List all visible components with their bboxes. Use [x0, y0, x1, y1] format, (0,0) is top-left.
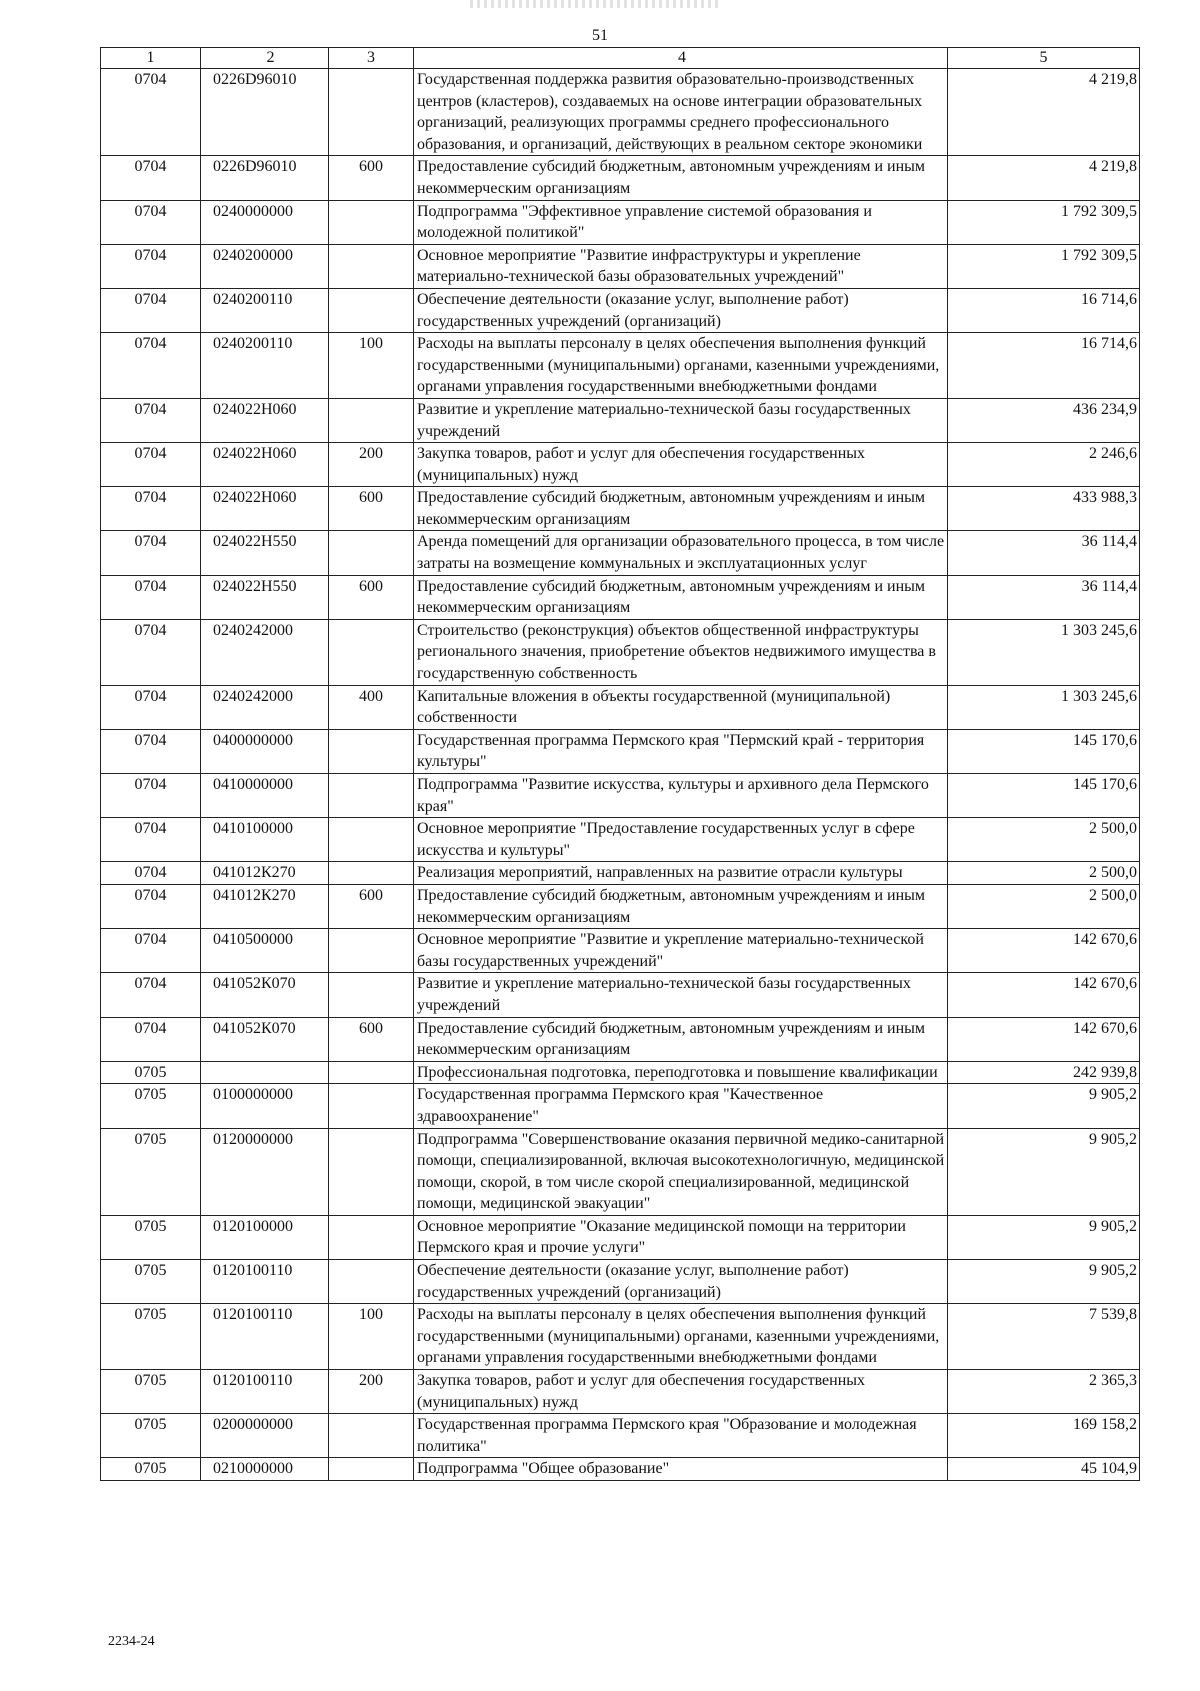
table-row	[101, 487, 1140, 531]
cell-amount: 16 714,6	[948, 288, 1140, 332]
table-row	[101, 1061, 1140, 1084]
cell-target-code: 0210000000	[201, 1458, 329, 1481]
cell-section-code: 0704	[101, 929, 201, 973]
cell-target-code: 0410500000	[201, 929, 329, 973]
cell-target-code: 0226D96010	[201, 69, 329, 156]
cell-expense-type	[329, 1458, 414, 1481]
header-col-2: 2	[201, 48, 329, 69]
cell-expense-type: 600	[329, 575, 414, 619]
table-row	[101, 443, 1140, 487]
cell-expense-type: 600	[329, 487, 414, 531]
cell-amount: 9 905,2	[948, 1084, 1140, 1128]
cell-expense-type	[329, 244, 414, 288]
cell-amount: 142 670,6	[948, 1017, 1140, 1061]
cell-expense-type	[329, 398, 414, 442]
header-col-4: 4	[414, 48, 948, 69]
cell-section-code: 0705	[101, 1084, 201, 1128]
cell-description: Государственная программа Пермского края "Образование и молодежная политика"	[414, 1414, 948, 1458]
cell-section-code: 0704	[101, 619, 201, 685]
cell-target-code: 0120100110	[201, 1304, 329, 1370]
cell-expense-type: 400	[329, 685, 414, 729]
table-row	[101, 1414, 1140, 1458]
cell-expense-type	[329, 69, 414, 156]
table-row	[101, 575, 1140, 619]
header-row	[101, 48, 1140, 69]
cell-section-code: 0704	[101, 818, 201, 862]
cell-expense-type	[329, 200, 414, 244]
page-number: 51	[592, 27, 608, 44]
cell-amount: 9 905,2	[948, 1215, 1140, 1259]
cell-description: Предоставление субсидий бюджетным, автономным учреждениям и иным некоммерческим организациям	[414, 884, 948, 928]
cell-expense-type: 200	[329, 1370, 414, 1414]
cell-description: Подпрограмма "Развитие искусства, культуры и архивного дела Пермского края"	[414, 774, 948, 818]
cell-amount: 169 158,2	[948, 1414, 1140, 1458]
cell-amount: 1 792 309,5	[948, 200, 1140, 244]
budget-table	[100, 47, 1140, 1481]
cell-target-code: 0240242000	[201, 685, 329, 729]
cell-target-code: 0400000000	[201, 729, 329, 773]
cell-section-code: 0705	[101, 1304, 201, 1370]
document-code: 2234-24	[108, 1634, 155, 1649]
cell-section-code: 0704	[101, 774, 201, 818]
cell-target-code: 0100000000	[201, 1084, 329, 1128]
table-row	[101, 1128, 1140, 1215]
cell-amount: 142 670,6	[948, 973, 1140, 1017]
cell-description: Подпрограмма "Эффективное управление системой образования и молодежной политикой"	[414, 200, 948, 244]
cell-expense-type	[329, 774, 414, 818]
cell-amount: 2 246,6	[948, 443, 1140, 487]
cell-expense-type: 100	[329, 333, 414, 399]
cell-section-code: 0704	[101, 531, 201, 575]
table-row	[101, 1215, 1140, 1259]
cell-description: Государственная поддержка развития образовательно-производственных центров (кластеров), создаваемых на основе интеграции образовательных организаций, реализующих программы среднего профессионального образования, и организаций, действующих в реальном секторе экономики	[414, 69, 948, 156]
cell-description: Подпрограмма "Общее образование"	[414, 1458, 948, 1481]
cell-target-code: 0120100110	[201, 1370, 329, 1414]
table-row	[101, 531, 1140, 575]
cell-expense-type	[329, 818, 414, 862]
cell-amount: 433 988,3	[948, 487, 1140, 531]
table-body	[101, 69, 1140, 1481]
cell-section-code: 0705	[101, 1370, 201, 1414]
cell-target-code: 0240200110	[201, 333, 329, 399]
cell-amount: 7 539,8	[948, 1304, 1140, 1370]
cell-expense-type	[329, 973, 414, 1017]
cell-section-code: 0704	[101, 575, 201, 619]
cell-amount: 145 170,6	[948, 729, 1140, 773]
cell-target-code: 0240200110	[201, 288, 329, 332]
table-row	[101, 929, 1140, 973]
cell-description: Основное мероприятие "Развитие и укрепление материально-технической базы государственных учреждений"	[414, 929, 948, 973]
cell-target-code: 024022Н060	[201, 487, 329, 531]
cell-description: Капитальные вложения в объекты государственной (муниципальной) собственности	[414, 685, 948, 729]
cell-section-code: 0705	[101, 1260, 201, 1304]
cell-expense-type	[329, 288, 414, 332]
cell-section-code: 0705	[101, 1128, 201, 1215]
table-row	[101, 774, 1140, 818]
cell-amount: 142 670,6	[948, 929, 1140, 973]
cell-target-code: 0120100000	[201, 1215, 329, 1259]
cell-target-code: 041012К270	[201, 884, 329, 928]
cell-section-code: 0704	[101, 862, 201, 885]
cell-section-code: 0704	[101, 443, 201, 487]
cell-expense-type: 600	[329, 884, 414, 928]
cell-section-code: 0704	[101, 1017, 201, 1061]
table-row	[101, 973, 1140, 1017]
cell-expense-type	[329, 1215, 414, 1259]
cell-amount: 9 905,2	[948, 1260, 1140, 1304]
cell-amount: 45 104,9	[948, 1458, 1140, 1481]
cell-description: Профессиональная подготовка, переподготовка и повышение квалификации	[414, 1061, 948, 1084]
cell-section-code: 0704	[101, 884, 201, 928]
cell-section-code: 0704	[101, 156, 201, 200]
cell-description: Основное мероприятие "Оказание медицинской помощи на территории Пермского края и прочие услуги"	[414, 1215, 948, 1259]
cell-target-code: 0410100000	[201, 818, 329, 862]
cell-expense-type: 600	[329, 156, 414, 200]
cell-amount: 145 170,6	[948, 774, 1140, 818]
cell-expense-type	[329, 1260, 414, 1304]
cell-section-code: 0704	[101, 685, 201, 729]
cell-target-code: 024022Н550	[201, 531, 329, 575]
cell-amount: 1 792 309,5	[948, 244, 1140, 288]
table-row	[101, 619, 1140, 685]
cell-section-code: 0705	[101, 1458, 201, 1481]
cell-expense-type	[329, 1084, 414, 1128]
cell-amount: 2 500,0	[948, 884, 1140, 928]
cell-description: Основное мероприятие "Предоставление государственных услуг в сфере искусства и культуры"	[414, 818, 948, 862]
cell-description: Обеспечение деятельности (оказание услуг, выполнение работ) государственных учреждений (организаций)	[414, 1260, 948, 1304]
cell-target-code: 041052К070	[201, 973, 329, 1017]
table-row	[101, 1260, 1140, 1304]
table-row	[101, 1017, 1140, 1061]
cell-section-code: 0705	[101, 1215, 201, 1259]
cell-section-code: 0704	[101, 333, 201, 399]
cell-section-code: 0704	[101, 729, 201, 773]
cell-description: Основное мероприятие "Развитие инфраструктуры и укрепление материально-технической базы образовательных учреждений"	[414, 244, 948, 288]
cell-amount: 242 939,8	[948, 1061, 1140, 1084]
cell-target-code: 024022Н550	[201, 575, 329, 619]
header-col-5: 5	[948, 48, 1140, 69]
cell-target-code: 0120000000	[201, 1128, 329, 1215]
table-row	[101, 288, 1140, 332]
cell-description: Строительство (реконструкция) объектов общественной инфраструктуры регионального значения, приобретение объектов недвижимого имущества в государственную собственность	[414, 619, 948, 685]
cell-description: Реализация мероприятий, направленных на развитие отрасли культуры	[414, 862, 948, 885]
cell-target-code: 0240200000	[201, 244, 329, 288]
header-col-1: 1	[101, 48, 201, 69]
cell-section-code: 0704	[101, 288, 201, 332]
table-row	[101, 398, 1140, 442]
cell-description: Предоставление субсидий бюджетным, автономным учреждениям и иным некоммерческим организациям	[414, 487, 948, 531]
cell-amount: 36 114,4	[948, 531, 1140, 575]
cell-expense-type	[329, 531, 414, 575]
cell-expense-type	[329, 1414, 414, 1458]
cell-target-code	[201, 1061, 329, 1084]
cell-amount: 436 234,9	[948, 398, 1140, 442]
cell-description: Предоставление субсидий бюджетным, автономным учреждениям и иным некоммерческим организациям	[414, 575, 948, 619]
cell-section-code: 0704	[101, 973, 201, 1017]
cell-target-code: 0120100110	[201, 1260, 329, 1304]
table-row	[101, 729, 1140, 773]
table-row	[101, 1370, 1140, 1414]
table-row	[101, 156, 1140, 200]
table-row	[101, 333, 1140, 399]
cell-target-code: 0200000000	[201, 1414, 329, 1458]
cell-description: Аренда помещений для организации образовательного процесса, в том числе затраты на возмещение коммунальных и эксплуатационных услуг	[414, 531, 948, 575]
scan-artifact	[470, 0, 720, 8]
table-row	[101, 200, 1140, 244]
cell-expense-type: 600	[329, 1017, 414, 1061]
table-row	[101, 884, 1140, 928]
cell-expense-type	[329, 1128, 414, 1215]
cell-amount: 1 303 245,6	[948, 619, 1140, 685]
table-row	[101, 1458, 1140, 1481]
cell-amount: 2 500,0	[948, 862, 1140, 885]
table-row	[101, 1304, 1140, 1370]
cell-description: Закупка товаров, работ и услуг для обеспечения государственных (муниципальных) нужд	[414, 443, 948, 487]
cell-description: Предоставление субсидий бюджетным, автономным учреждениям и иным некоммерческим организациям	[414, 1017, 948, 1061]
cell-target-code: 0240242000	[201, 619, 329, 685]
cell-expense-type	[329, 862, 414, 885]
cell-description: Закупка товаров, работ и услуг для обеспечения государственных (муниципальных) нужд	[414, 1370, 948, 1414]
cell-description: Предоставление субсидий бюджетным, автономным учреждениям и иным некоммерческим организациям	[414, 156, 948, 200]
cell-section-code: 0704	[101, 69, 201, 156]
cell-amount: 16 714,6	[948, 333, 1140, 399]
table-row	[101, 862, 1140, 885]
cell-target-code: 0240000000	[201, 200, 329, 244]
table-row	[101, 1084, 1140, 1128]
table-row	[101, 244, 1140, 288]
cell-target-code: 024022Н060	[201, 443, 329, 487]
cell-description: Подпрограмма "Совершенствование оказания первичной медико-санитарной помощи, специализированной, включая высокотехнологичную, медицинской помощи, скорой, в том числе скорой специализированной, медицинской помощи, медицинской эвакуации"	[414, 1128, 948, 1215]
cell-amount: 4 219,8	[948, 69, 1140, 156]
cell-expense-type: 100	[329, 1304, 414, 1370]
cell-description: Государственная программа Пермского края "Качественное здравоохранение"	[414, 1084, 948, 1128]
cell-expense-type	[329, 929, 414, 973]
table-row	[101, 69, 1140, 156]
cell-description: Государственная программа Пермского края "Пермский край - территория культуры"	[414, 729, 948, 773]
table-row	[101, 685, 1140, 729]
cell-description: Развитие и укрепление материально-технической базы государственных учреждений	[414, 973, 948, 1017]
cell-target-code: 041012К270	[201, 862, 329, 885]
cell-expense-type	[329, 729, 414, 773]
cell-description: Обеспечение деятельности (оказание услуг, выполнение работ) государственных учреждений (организаций)	[414, 288, 948, 332]
cell-section-code: 0705	[101, 1414, 201, 1458]
cell-target-code: 0410000000	[201, 774, 329, 818]
header-col-3: 3	[329, 48, 414, 69]
cell-description: Расходы на выплаты персоналу в целях обеспечения выполнения функций государственными (муниципальными) органами, казенными учреждениями, органами управления государственными внебюджетными фондами	[414, 1304, 948, 1370]
cell-expense-type	[329, 1061, 414, 1084]
table-header	[101, 48, 1140, 69]
cell-amount: 2 500,0	[948, 818, 1140, 862]
cell-expense-type	[329, 619, 414, 685]
cell-section-code: 0704	[101, 244, 201, 288]
cell-amount: 1 303 245,6	[948, 685, 1140, 729]
cell-section-code: 0704	[101, 398, 201, 442]
cell-description: Развитие и укрепление материально-технической базы государственных учреждений	[414, 398, 948, 442]
table-row	[101, 818, 1140, 862]
cell-target-code: 024022Н060	[201, 398, 329, 442]
cell-amount: 36 114,4	[948, 575, 1140, 619]
cell-section-code: 0704	[101, 200, 201, 244]
cell-amount: 9 905,2	[948, 1128, 1140, 1215]
cell-amount: 2 365,3	[948, 1370, 1140, 1414]
cell-expense-type: 200	[329, 443, 414, 487]
cell-section-code: 0705	[101, 1061, 201, 1084]
cell-amount: 4 219,8	[948, 156, 1140, 200]
cell-target-code: 0226D96010	[201, 156, 329, 200]
cell-description: Расходы на выплаты персоналу в целях обеспечения выполнения функций государственными (муниципальными) органами, казенными учреждениями, органами управления государственными внебюджетными фондами	[414, 333, 948, 399]
cell-target-code: 041052К070	[201, 1017, 329, 1061]
cell-section-code: 0704	[101, 487, 201, 531]
